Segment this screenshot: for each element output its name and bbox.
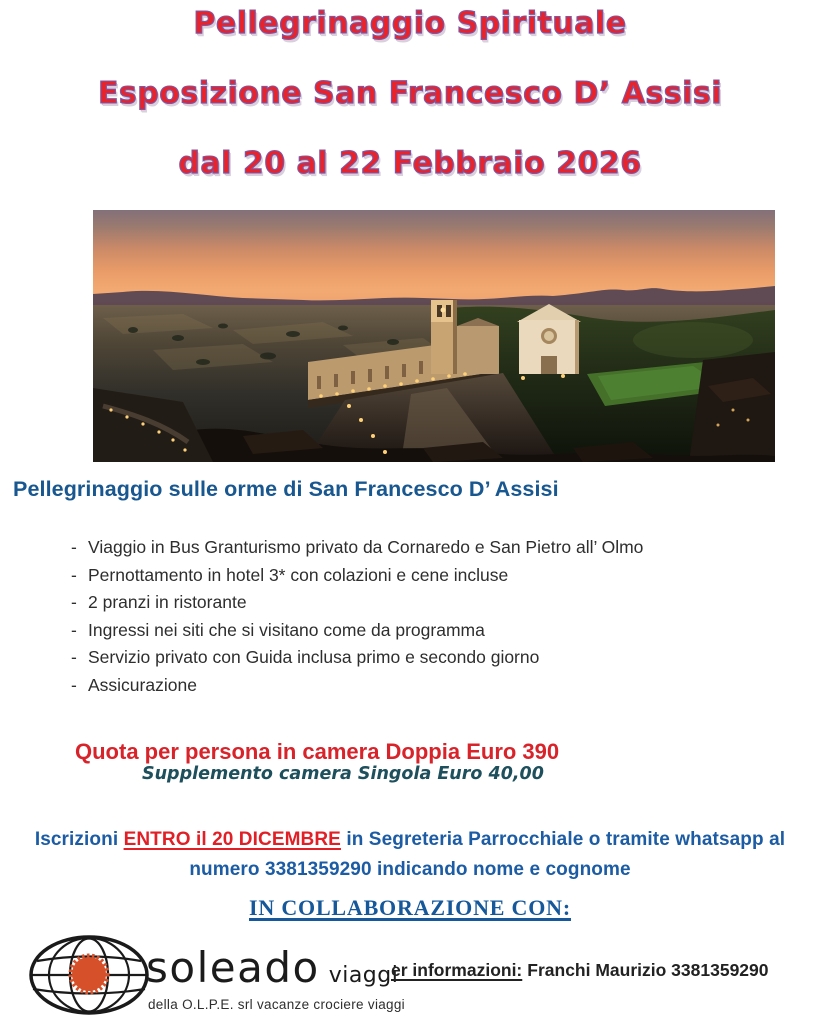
list-item (71, 617, 643, 645)
item-text: Ingressi nei siti che si visitano come da programma (88, 619, 485, 640)
flyer-title-line-1: Pellegrinaggio Spirituale (193, 6, 627, 41)
item-text: Pernottamento in hotel 3* con colazioni e cene incluse (88, 564, 509, 585)
list-item (71, 534, 643, 562)
item-dash: - (71, 619, 77, 640)
tour-heading: Pellegrinaggio sulle orme di San Francesco D’ Assisi (13, 477, 559, 501)
partner-tagline: della O.L.P.E. srl vacanze crociere viaggi (148, 997, 405, 1012)
assisi-basilica-sunset-photo (93, 210, 775, 462)
item-dash: - (71, 537, 77, 558)
collaboration-heading-text: IN COLLABORAZIONE CON: (249, 895, 571, 920)
contact-info (391, 960, 769, 981)
item-text: Assicurazione (88, 674, 197, 695)
price-supplement: Supplemento camera Singola Euro 40,00 (142, 764, 544, 784)
inclusions-list (71, 534, 643, 699)
partner-brand-suffix: viaggi (328, 963, 399, 988)
item-dash: - (71, 674, 77, 695)
enrollment-prefix: Iscrizioni (34, 829, 124, 850)
enrollment-line-2: numero 3381359290 indicando nome e cognome (189, 859, 631, 880)
collaboration-heading (0, 895, 820, 921)
partner-brand-name: soleado (146, 943, 320, 992)
list-item (71, 672, 643, 700)
item-text: 2 pranzi in ristorante (88, 592, 247, 613)
list-item (71, 644, 643, 672)
item-dash: - (71, 564, 77, 585)
flyer-title-line-2: Esposizione San Francesco D’ Assisi (97, 76, 723, 111)
soleado-globe-logo-icon (27, 933, 155, 1022)
flyer-title-line-3: dal 20 al 22 Febbraio 2026 (178, 146, 642, 181)
list-item (71, 562, 643, 590)
enrollment-line-1 (0, 829, 820, 851)
price-quota: Quota per persona in camera Doppia Euro 390 (75, 739, 560, 764)
item-dash: - (71, 647, 77, 668)
item-text: Viaggio in Bus Granturismo privato da Cornaredo e San Pietro all’ Olmo (88, 537, 644, 558)
enrollment-rest: in Segreteria Parrocchiale o tramite whatsapp al (340, 829, 786, 850)
enrollment-deadline: ENTRO il 20 DICEMBRE (123, 829, 341, 850)
list-item (71, 589, 643, 617)
item-text: Servizio privato con Guida inclusa primo e secondo giorno (88, 647, 540, 668)
partner-brand (146, 942, 398, 994)
item-dash: - (71, 592, 77, 613)
contact-value: Franchi Maurizio 3381359290 (527, 960, 769, 980)
contact-label: er informazioni: (391, 960, 523, 980)
